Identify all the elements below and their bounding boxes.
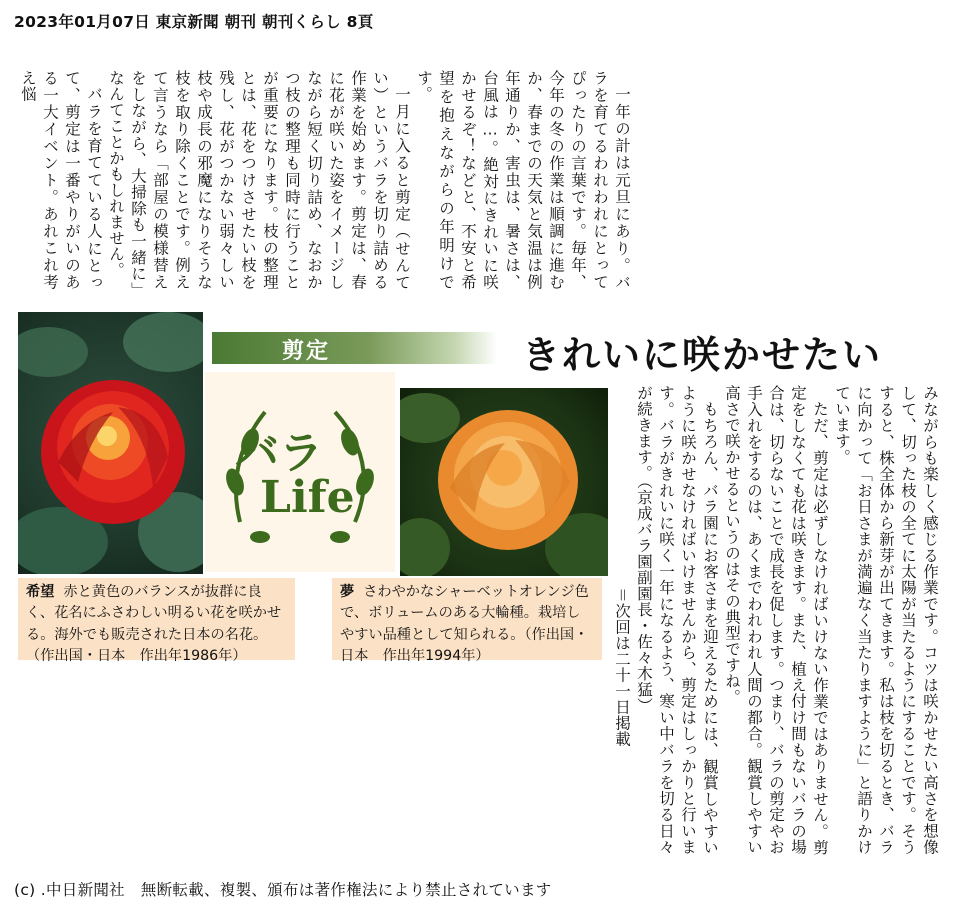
rose-photo-kibou: [18, 312, 203, 574]
caption-yume: [332, 578, 602, 664]
next-issue-note: ＝次回は二十一日掲載: [613, 586, 631, 747]
article-paragraph: 一年の計は元旦にあり。バラを育てるわれわれにとってぴったりの言葉です。毎年、今年の冬の作業は順調に進むか、春までの天気と気温は例年通りか、害虫は、暑さは、台風は…。絶対にきれいに咲かせるぞ！などと、不安と希望を抱えながらの年明けです。: [415, 70, 631, 290]
caption-rose-name: 希望: [26, 584, 55, 600]
logo-text-life: Life: [260, 472, 355, 523]
caption-kibou: [18, 578, 295, 664]
page-header: 2023年01月07日 東京新聞 朝刊 朝刊くらし 8頁: [14, 13, 374, 31]
logo-text-bara: バラ: [235, 428, 323, 479]
article-paragraph: みながらも楽しく感じる作業です。コツは咲かせたい高さを想像して、切った枝の全てに太陽が当たるようにすることです。そうすると、株全体から新芽が出てきます。私は枝を切るとき、バラに向かって「お日さまが満遍なく当たりますように」と語りかけています。: [833, 385, 939, 855]
article-paragraph: 一月に入ると剪定（せんてい）というバラを切り詰める作業を始めます。剪定は、春に花が咲いた姿をイメージしながら短く切り詰め、なおかつ枝の整理も同時に行うことが重要になります。枝の整理とは、花をつけさせたい枝を残し、花がつかない弱々しい枝や成長の邪魔になりそうな枝を取り除くことです。例えて言うなら「部屋の模様替えをしながら、大掃除も一緒に」なんてことかもしれません。: [107, 70, 411, 290]
caption-rose-name: 夢: [340, 584, 355, 600]
rose-photo-yume: [400, 388, 608, 576]
copyright-footer: (c) .中日新聞社 無断転載、複製、頒布は著作権法により禁止されています: [14, 881, 552, 899]
bara-life-logo: [205, 372, 395, 572]
caption-text: さわやかなシャーベットオレンジ色で、ボリュームのある大輪種。栽培しやすい品種として知られる。（作出国・日本 作出年1994年）: [340, 584, 589, 664]
orange-rose-image: [400, 388, 608, 576]
caption-text: 赤と黄色のバランスが抜群に良く、花名にふさわしい明るい花を咲かせる。海外でも販売された日本の名花。（作出国・日本 作出年1986年）: [26, 584, 282, 664]
red-rose-image: [18, 312, 203, 574]
article-bottom: [613, 385, 941, 855]
section-title-bar: [212, 332, 497, 364]
article-paragraph: バラを育てている人にとって、剪定は一番やりがいのある一大イベント。あれこれ考え悩: [19, 70, 103, 290]
article-paragraph: ただ、剪定は必ずしなければいけない作業ではありません。剪定をしなくても花は咲きます。また、植え付け間もないバラの場合は、切らないことで成長を促します。つまり、バラの剪定やお手入れをするのは、あくまでわれわれ人間の都合。観賞しやすい高さで咲かせるというのはその典型ですね。: [723, 385, 829, 855]
headline: きれいに咲かせたい: [522, 332, 883, 377]
article-top: [8, 70, 633, 290]
section-label: 剪定: [282, 339, 331, 364]
article-paragraph: もちろん、バラ園にお客さまを迎えるためには、観賞しやすいように咲かせなければいけませんから、剪定はしっかりと行います。バラがきれいに咲く一年になるよう、寒い中バラを切る日々が続きます。（京成バラ園副園長・佐々木猛）: [635, 385, 719, 855]
